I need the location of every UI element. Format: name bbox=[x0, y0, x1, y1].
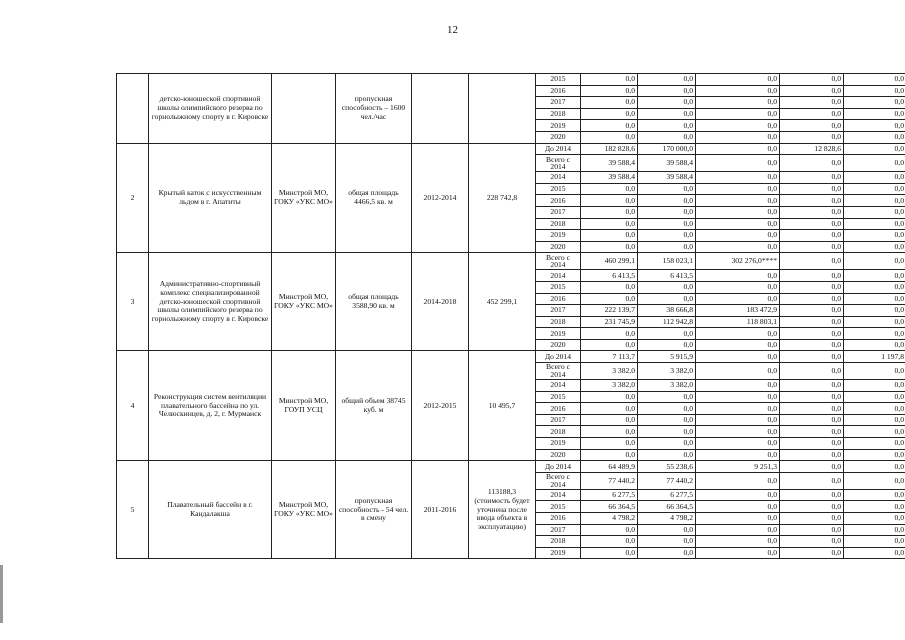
amount-total: 4 798,2 bbox=[581, 513, 638, 525]
amount-total: 0,0 bbox=[581, 281, 638, 293]
object-cost: 10 495,7 bbox=[469, 351, 536, 461]
amount-reg: 0,0 bbox=[696, 351, 780, 363]
amount-mun: 0,0 bbox=[780, 293, 844, 305]
amount-fed: 170 000,0 bbox=[638, 143, 696, 155]
amount-fed: 0,0 bbox=[638, 183, 696, 195]
object-number bbox=[117, 74, 149, 144]
year-cell: 2018 bbox=[536, 218, 581, 230]
amount-total: 0,0 bbox=[581, 74, 638, 86]
amount-reg: 0,0 bbox=[696, 155, 780, 172]
amount-mun: 0,0 bbox=[780, 524, 844, 536]
investment-table bbox=[116, 73, 905, 559]
amount-fed: 158 023,1 bbox=[638, 253, 696, 270]
amount-ext: 0,0 bbox=[844, 489, 905, 501]
object-cost: 113188,3 (стоимость будет уточнена после ввода объекта в эксплуатацию) bbox=[469, 461, 536, 559]
amount-fed: 3 382,0 bbox=[638, 380, 696, 392]
amount-mun: 0,0 bbox=[780, 461, 844, 473]
amount-fed: 5 915,9 bbox=[638, 351, 696, 363]
amount-fed: 0,0 bbox=[638, 218, 696, 230]
object-capacity: общая площадь 4466,5 кв. м bbox=[336, 143, 412, 253]
object-name: детско-юношеской спортивной школы олимпийского резерва по горнолыжному спорту в г. Кировске bbox=[149, 74, 272, 144]
amount-reg: 0,0 bbox=[696, 403, 780, 415]
amount-total: 0,0 bbox=[581, 438, 638, 450]
amount-total: 0,0 bbox=[581, 328, 638, 340]
object-number: 3 bbox=[117, 253, 149, 351]
amount-total: 3 382,0 bbox=[581, 380, 638, 392]
amount-fed: 0,0 bbox=[638, 403, 696, 415]
amount-total: 0,0 bbox=[581, 547, 638, 559]
year-cell: 2014 bbox=[536, 380, 581, 392]
year-cell: 2018 bbox=[536, 536, 581, 548]
amount-fed: 66 364,5 bbox=[638, 501, 696, 513]
amount-fed: 0,0 bbox=[638, 449, 696, 461]
amount-total: 460 299,1 bbox=[581, 253, 638, 270]
amount-reg: 0,0 bbox=[696, 195, 780, 207]
object-number: 4 bbox=[117, 351, 149, 461]
object-number: 2 bbox=[117, 143, 149, 253]
year-cell: 2019 bbox=[536, 438, 581, 450]
amount-fed: 39 588,4 bbox=[638, 155, 696, 172]
year-cell: 2020 bbox=[536, 449, 581, 461]
amount-reg: 0,0 bbox=[696, 363, 780, 380]
amount-total: 39 588,4 bbox=[581, 155, 638, 172]
amount-ext: 0,0 bbox=[844, 120, 905, 132]
amount-reg: 0,0 bbox=[696, 547, 780, 559]
amount-total: 0,0 bbox=[581, 97, 638, 109]
amount-total: 222 139,7 bbox=[581, 305, 638, 317]
amount-mun: 0,0 bbox=[780, 426, 844, 438]
amount-mun: 0,0 bbox=[780, 403, 844, 415]
amount-ext: 0,0 bbox=[844, 339, 905, 351]
amount-total: 0,0 bbox=[581, 414, 638, 426]
amount-reg: 0,0 bbox=[696, 293, 780, 305]
amount-total: 66 364,5 bbox=[581, 501, 638, 513]
amount-ext: 0,0 bbox=[844, 461, 905, 473]
amount-reg: 183 472,9 bbox=[696, 305, 780, 317]
amount-mun: 0,0 bbox=[780, 108, 844, 120]
amount-ext: 0,0 bbox=[844, 403, 905, 415]
amount-ext: 0,0 bbox=[844, 513, 905, 525]
year-cell: 2018 bbox=[536, 108, 581, 120]
amount-ext: 0,0 bbox=[844, 316, 905, 328]
amount-ext: 0,0 bbox=[844, 547, 905, 559]
year-cell: Всего с 2014 bbox=[536, 155, 581, 172]
amount-fed: 0,0 bbox=[638, 293, 696, 305]
amount-total: 0,0 bbox=[581, 120, 638, 132]
object-period: 2014-2018 bbox=[412, 253, 469, 351]
object-cost: 452 299,1 bbox=[469, 253, 536, 351]
amount-mun: 0,0 bbox=[780, 253, 844, 270]
amount-fed: 0,0 bbox=[638, 108, 696, 120]
amount-reg: 9 251,3 bbox=[696, 461, 780, 473]
amount-total: 0,0 bbox=[581, 426, 638, 438]
year-cell: 2019 bbox=[536, 547, 581, 559]
amount-ext: 0,0 bbox=[844, 143, 905, 155]
amount-total: 0,0 bbox=[581, 230, 638, 242]
amount-mun: 0,0 bbox=[780, 183, 844, 195]
year-cell: 2016 bbox=[536, 85, 581, 97]
object-period bbox=[412, 74, 469, 144]
amount-reg: 0,0 bbox=[696, 380, 780, 392]
amount-fed: 0,0 bbox=[638, 195, 696, 207]
amount-fed: 6 277,5 bbox=[638, 489, 696, 501]
year-cell: 2016 bbox=[536, 293, 581, 305]
amount-total: 0,0 bbox=[581, 218, 638, 230]
amount-mun: 0,0 bbox=[780, 489, 844, 501]
amount-fed: 0,0 bbox=[638, 339, 696, 351]
amount-mun: 0,0 bbox=[780, 206, 844, 218]
amount-fed: 0,0 bbox=[638, 328, 696, 340]
table-body bbox=[117, 74, 905, 559]
amount-mun: 0,0 bbox=[780, 316, 844, 328]
amount-mun: 0,0 bbox=[780, 74, 844, 86]
amount-fed: 0,0 bbox=[638, 241, 696, 253]
amount-reg: 0,0 bbox=[696, 524, 780, 536]
amount-fed: 0,0 bbox=[638, 230, 696, 242]
amount-ext: 0,0 bbox=[844, 85, 905, 97]
year-cell: Всего с 2014 bbox=[536, 363, 581, 380]
amount-mun: 0,0 bbox=[780, 97, 844, 109]
amount-ext: 0,0 bbox=[844, 253, 905, 270]
object-name: Крытый каток с искусственным льдом в г. Апатиты bbox=[149, 143, 272, 253]
year-cell: 2017 bbox=[536, 524, 581, 536]
amount-fed: 112 942,8 bbox=[638, 316, 696, 328]
amount-mun: 0,0 bbox=[780, 230, 844, 242]
amount-total: 0,0 bbox=[581, 524, 638, 536]
year-cell: 2019 bbox=[536, 120, 581, 132]
amount-fed: 39 588,4 bbox=[638, 172, 696, 184]
amount-ext: 0,0 bbox=[844, 426, 905, 438]
year-cell: 2017 bbox=[536, 97, 581, 109]
amount-reg: 0,0 bbox=[696, 472, 780, 489]
year-cell: 2014 bbox=[536, 270, 581, 282]
amount-ext: 0,0 bbox=[844, 131, 905, 143]
amount-total: 39 588,4 bbox=[581, 172, 638, 184]
amount-ext: 0,0 bbox=[844, 74, 905, 86]
amount-mun: 0,0 bbox=[780, 328, 844, 340]
object-capacity: пропускная способность - 54 чел. в смену bbox=[336, 461, 412, 559]
amount-mun: 0,0 bbox=[780, 380, 844, 392]
amount-ext: 0,0 bbox=[844, 241, 905, 253]
year-cell: 2015 bbox=[536, 74, 581, 86]
year-cell: 2017 bbox=[536, 414, 581, 426]
table-row bbox=[117, 351, 905, 363]
amount-ext: 0,0 bbox=[844, 305, 905, 317]
amount-fed: 3 382,0 bbox=[638, 363, 696, 380]
amount-fed: 0,0 bbox=[638, 536, 696, 548]
amount-reg: 0,0 bbox=[696, 391, 780, 403]
amount-total: 7 113,7 bbox=[581, 351, 638, 363]
object-period: 2011-2016 bbox=[412, 461, 469, 559]
amount-total: 0,0 bbox=[581, 108, 638, 120]
amount-reg: 0,0 bbox=[696, 536, 780, 548]
amount-total: 0,0 bbox=[581, 403, 638, 415]
year-cell: 2018 bbox=[536, 316, 581, 328]
year-cell: До 2014 bbox=[536, 461, 581, 473]
amount-mun: 0,0 bbox=[780, 241, 844, 253]
amount-reg: 302 276,0**** bbox=[696, 253, 780, 270]
amount-mun: 0,0 bbox=[780, 438, 844, 450]
amount-mun: 0,0 bbox=[780, 351, 844, 363]
amount-ext: 0,0 bbox=[844, 108, 905, 120]
amount-fed: 0,0 bbox=[638, 97, 696, 109]
object-cost bbox=[469, 74, 536, 144]
amount-mun: 0,0 bbox=[780, 305, 844, 317]
amount-total: 0,0 bbox=[581, 391, 638, 403]
amount-fed: 77 440,2 bbox=[638, 472, 696, 489]
amount-fed: 38 666,8 bbox=[638, 305, 696, 317]
page-number: 12 bbox=[447, 24, 458, 36]
amount-ext: 0,0 bbox=[844, 363, 905, 380]
amount-fed: 0,0 bbox=[638, 438, 696, 450]
object-capacity: общая площадь 3588,90 кв. м bbox=[336, 253, 412, 351]
amount-mun: 0,0 bbox=[780, 131, 844, 143]
amount-total: 0,0 bbox=[581, 206, 638, 218]
amount-fed: 0,0 bbox=[638, 426, 696, 438]
year-cell: 2015 bbox=[536, 281, 581, 293]
amount-total: 0,0 bbox=[581, 536, 638, 548]
amount-reg: 0,0 bbox=[696, 131, 780, 143]
amount-mun: 0,0 bbox=[780, 547, 844, 559]
amount-ext: 0,0 bbox=[844, 97, 905, 109]
amount-mun: 0,0 bbox=[780, 501, 844, 513]
amount-ext: 0,0 bbox=[844, 218, 905, 230]
amount-mun: 0,0 bbox=[780, 281, 844, 293]
amount-mun: 0,0 bbox=[780, 363, 844, 380]
amount-reg: 0,0 bbox=[696, 143, 780, 155]
amount-total: 3 382,0 bbox=[581, 363, 638, 380]
amount-fed: 0,0 bbox=[638, 391, 696, 403]
amount-ext: 0,0 bbox=[844, 230, 905, 242]
object-customer: Минстрой МО, ГОКУ «УКС МО» bbox=[272, 143, 336, 253]
year-cell: Всего с 2014 bbox=[536, 253, 581, 270]
object-capacity: общий объем 38745 куб. м bbox=[336, 351, 412, 461]
amount-ext: 0,0 bbox=[844, 380, 905, 392]
amount-ext: 0,0 bbox=[844, 195, 905, 207]
amount-ext: 0,0 bbox=[844, 391, 905, 403]
amount-fed: 0,0 bbox=[638, 131, 696, 143]
amount-mun: 0,0 bbox=[780, 85, 844, 97]
year-cell: 2015 bbox=[536, 501, 581, 513]
amount-mun: 0,0 bbox=[780, 172, 844, 184]
object-customer: Минстрой МО, ГОКУ «УКС МО» bbox=[272, 461, 336, 559]
amount-ext: 0,0 bbox=[844, 172, 905, 184]
object-name: Реконструкция систем вентиляции плавательного бассейна по ул. Челюскинцев, д. 2, г. Мурманск bbox=[149, 351, 272, 461]
amount-reg: 0,0 bbox=[696, 85, 780, 97]
amount-mun: 0,0 bbox=[780, 414, 844, 426]
amount-ext: 0,0 bbox=[844, 414, 905, 426]
year-cell: 2017 bbox=[536, 206, 581, 218]
year-cell: 2018 bbox=[536, 426, 581, 438]
amount-ext: 0,0 bbox=[844, 270, 905, 282]
amount-ext: 0,0 bbox=[844, 472, 905, 489]
amount-total: 77 440,2 bbox=[581, 472, 638, 489]
amount-total: 0,0 bbox=[581, 339, 638, 351]
amount-mun: 0,0 bbox=[780, 536, 844, 548]
amount-reg: 0,0 bbox=[696, 449, 780, 461]
amount-mun: 12 828,6 bbox=[780, 143, 844, 155]
amount-fed: 0,0 bbox=[638, 547, 696, 559]
amount-reg: 0,0 bbox=[696, 206, 780, 218]
year-cell: До 2014 bbox=[536, 143, 581, 155]
amount-fed: 0,0 bbox=[638, 206, 696, 218]
table-row bbox=[117, 253, 905, 270]
amount-reg: 0,0 bbox=[696, 489, 780, 501]
amount-ext: 0,0 bbox=[844, 206, 905, 218]
table-row bbox=[117, 461, 905, 473]
year-cell: До 2014 bbox=[536, 351, 581, 363]
year-cell: 2020 bbox=[536, 339, 581, 351]
year-cell: 2017 bbox=[536, 305, 581, 317]
year-cell: 2014 bbox=[536, 489, 581, 501]
amount-reg: 0,0 bbox=[696, 513, 780, 525]
amount-reg: 0,0 bbox=[696, 74, 780, 86]
year-cell: 2020 bbox=[536, 131, 581, 143]
object-period: 2012-2014 bbox=[412, 143, 469, 253]
amount-mun: 0,0 bbox=[780, 270, 844, 282]
amount-fed: 4 798,2 bbox=[638, 513, 696, 525]
amount-ext: 0,0 bbox=[844, 328, 905, 340]
year-cell: 2016 bbox=[536, 403, 581, 415]
amount-reg: 0,0 bbox=[696, 414, 780, 426]
amount-total: 0,0 bbox=[581, 241, 638, 253]
amount-reg: 0,0 bbox=[696, 183, 780, 195]
object-cost: 228 742,8 bbox=[469, 143, 536, 253]
amount-reg: 0,0 bbox=[696, 230, 780, 242]
amount-reg: 0,0 bbox=[696, 328, 780, 340]
amount-total: 0,0 bbox=[581, 85, 638, 97]
amount-mun: 0,0 bbox=[780, 195, 844, 207]
amount-reg: 0,0 bbox=[696, 438, 780, 450]
amount-ext: 0,0 bbox=[844, 524, 905, 536]
table-row bbox=[117, 143, 905, 155]
amount-total: 6 277,5 bbox=[581, 489, 638, 501]
amount-ext: 0,0 bbox=[844, 501, 905, 513]
amount-ext: 0,0 bbox=[844, 536, 905, 548]
object-customer bbox=[272, 74, 336, 144]
amount-reg: 0,0 bbox=[696, 97, 780, 109]
amount-ext: 0,0 bbox=[844, 449, 905, 461]
year-cell: 2016 bbox=[536, 195, 581, 207]
amount-fed: 55 238,6 bbox=[638, 461, 696, 473]
amount-reg: 118 803,1 bbox=[696, 316, 780, 328]
amount-total: 0,0 bbox=[581, 183, 638, 195]
amount-reg: 0,0 bbox=[696, 270, 780, 282]
amount-mun: 0,0 bbox=[780, 120, 844, 132]
table-row bbox=[117, 74, 905, 86]
amount-mun: 0,0 bbox=[780, 391, 844, 403]
amount-fed: 6 413,5 bbox=[638, 270, 696, 282]
object-period: 2012-2015 bbox=[412, 351, 469, 461]
year-cell: 2014 bbox=[536, 172, 581, 184]
amount-fed: 0,0 bbox=[638, 85, 696, 97]
year-cell: 2019 bbox=[536, 230, 581, 242]
amount-fed: 0,0 bbox=[638, 120, 696, 132]
amount-mun: 0,0 bbox=[780, 472, 844, 489]
object-name: Плавательный бассейн в г. Кандалакша bbox=[149, 461, 272, 559]
amount-ext: 0,0 bbox=[844, 281, 905, 293]
amount-ext: 1 197,8 bbox=[844, 351, 905, 363]
amount-total: 231 745,9 bbox=[581, 316, 638, 328]
year-cell: Всего с 2014 bbox=[536, 472, 581, 489]
amount-ext: 0,0 bbox=[844, 155, 905, 172]
amount-mun: 0,0 bbox=[780, 339, 844, 351]
amount-ext: 0,0 bbox=[844, 293, 905, 305]
object-customer: Минстрой МО, ГОКУ «УКС МО» bbox=[272, 253, 336, 351]
object-capacity: пропускная способность – 1600 чел./час bbox=[336, 74, 412, 144]
amount-total: 6 413,5 bbox=[581, 270, 638, 282]
amount-ext: 0,0 bbox=[844, 183, 905, 195]
amount-reg: 0,0 bbox=[696, 426, 780, 438]
year-cell: 2015 bbox=[536, 391, 581, 403]
amount-fed: 0,0 bbox=[638, 524, 696, 536]
amount-reg: 0,0 bbox=[696, 120, 780, 132]
amount-total: 0,0 bbox=[581, 195, 638, 207]
amount-reg: 0,0 bbox=[696, 108, 780, 120]
year-cell: 2016 bbox=[536, 513, 581, 525]
object-name: Административно-спортивный комплекс специализированной детско-юношеской спортивной школы олимпийского резерва по горнолыжному спорту в г. Кировске bbox=[149, 253, 272, 351]
year-cell: 2019 bbox=[536, 328, 581, 340]
amount-fed: 0,0 bbox=[638, 414, 696, 426]
amount-reg: 0,0 bbox=[696, 172, 780, 184]
amount-reg: 0,0 bbox=[696, 241, 780, 253]
object-customer: Минстрой МО, ГОУП УСЦ bbox=[272, 351, 336, 461]
object-number: 5 bbox=[117, 461, 149, 559]
scan-edge-mark bbox=[0, 565, 3, 623]
amount-fed: 0,0 bbox=[638, 281, 696, 293]
amount-mun: 0,0 bbox=[780, 513, 844, 525]
amount-total: 64 489,9 bbox=[581, 461, 638, 473]
amount-total: 0,0 bbox=[581, 293, 638, 305]
amount-total: 182 828,6 bbox=[581, 143, 638, 155]
amount-mun: 0,0 bbox=[780, 218, 844, 230]
amount-reg: 0,0 bbox=[696, 281, 780, 293]
amount-mun: 0,0 bbox=[780, 449, 844, 461]
amount-fed: 0,0 bbox=[638, 74, 696, 86]
year-cell: 2015 bbox=[536, 183, 581, 195]
amount-reg: 0,0 bbox=[696, 501, 780, 513]
year-cell: 2020 bbox=[536, 241, 581, 253]
amount-ext: 0,0 bbox=[844, 438, 905, 450]
amount-total: 0,0 bbox=[581, 449, 638, 461]
amount-mun: 0,0 bbox=[780, 155, 844, 172]
amount-reg: 0,0 bbox=[696, 339, 780, 351]
amount-total: 0,0 bbox=[581, 131, 638, 143]
amount-reg: 0,0 bbox=[696, 218, 780, 230]
